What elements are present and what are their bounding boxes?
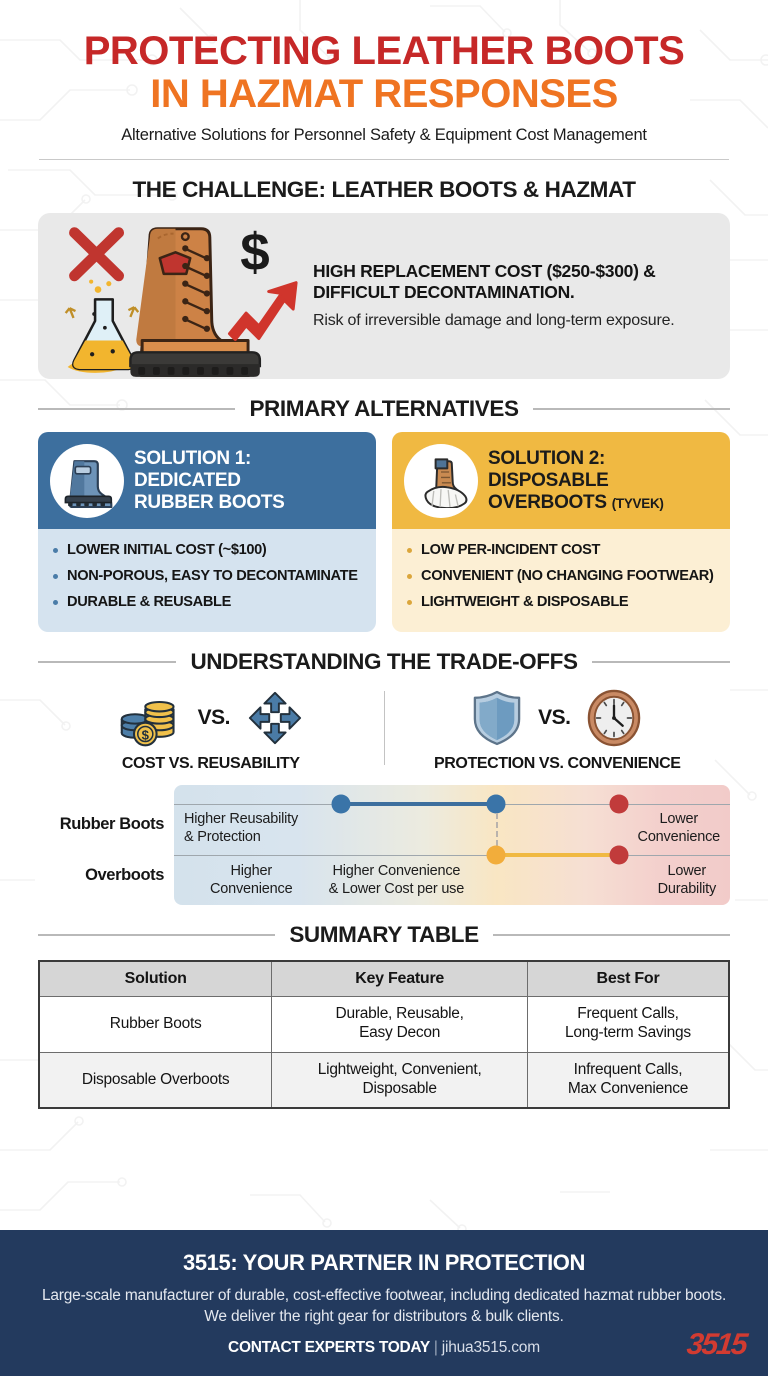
spectrum-note-rubber-right	[638, 811, 720, 845]
note-line1: Higher Reusability	[184, 811, 299, 828]
tradeoff-protection-convenience	[385, 687, 731, 773]
alternatives-section-heading	[0, 396, 768, 422]
spectrum-dot-rubber-end	[609, 795, 628, 814]
table-row	[39, 1052, 729, 1108]
spectrum-note-overboots-mid	[329, 863, 464, 897]
cell-line1: Infrequent Calls,	[573, 1061, 683, 1079]
cell-line1: Lightweight, Convenient,	[317, 1061, 482, 1079]
heading-rule-right	[592, 661, 730, 663]
card-header	[38, 432, 376, 529]
card-body	[38, 529, 376, 632]
note-line1: Higher	[230, 863, 272, 880]
page-subtitle: Alternative Solutions for Personnel Safety & Equipment Cost Management	[121, 126, 647, 145]
summary-section-heading	[0, 922, 768, 948]
spectrum-note-overboots-left	[210, 863, 292, 897]
clock-icon	[586, 689, 642, 747]
table-row	[39, 996, 729, 1052]
card-title-line2: DEDICATED	[134, 469, 241, 491]
card-title	[134, 448, 285, 514]
tradeoffs-heading-text: UNDERSTANDING THE TRADE-OFFS	[190, 649, 578, 675]
spectrum-axis-line-2	[174, 855, 730, 856]
svg-text:$: $	[141, 728, 149, 744]
spectrum-note-rubber-left	[184, 811, 298, 845]
list-item: DURABLE & REUSABLE	[52, 593, 364, 612]
cell-solution: Rubber Boots	[39, 996, 272, 1052]
cell-key-feature	[272, 996, 528, 1052]
spectrum-chart	[0, 785, 768, 905]
recycle-arrows-icon	[246, 689, 304, 747]
card-header	[392, 432, 730, 529]
card-body	[392, 529, 730, 632]
cell-solution: Disposable Overboots	[39, 1052, 272, 1108]
card-title-line2: DISPOSABLE	[488, 469, 609, 491]
note-line2: Convenience	[210, 880, 293, 897]
card-title-line3	[488, 492, 664, 514]
cell-line2: Max Convenience	[567, 1080, 689, 1098]
summary-heading-text: SUMMARY TABLE	[289, 922, 479, 948]
note-line2: Durability	[657, 880, 716, 897]
challenge-heading-text: THE CHALLENGE: LEATHER BOOTS & HAZMAT	[132, 177, 636, 203]
cell-line2: Long-term Savings	[565, 1024, 691, 1042]
note-line2: Convenience	[637, 828, 720, 845]
card-title-line3-text: OVERBOOTS	[488, 491, 607, 513]
list-item: LOWER INITIAL COST (~$100)	[52, 541, 364, 560]
rising-arrow-icon	[229, 283, 296, 340]
heading-rule-left	[38, 661, 176, 663]
cell-line2: Disposable	[362, 1080, 437, 1098]
note-line2: & Protection	[184, 828, 261, 845]
vs-label: VS.	[197, 706, 230, 730]
tradeoffs-section-heading	[0, 649, 768, 675]
solution-card-disposable-overboots[interactable]	[392, 432, 730, 632]
list-item: LIGHTWEIGHT & DISPOSABLE	[406, 593, 718, 612]
cell-line1: Frequent Calls,	[577, 1005, 679, 1023]
page-title-line2: IN HAZMAT RESPONSES	[150, 72, 618, 117]
footer-body: Large-scale manufacturer of durable, cost-effective footwear, including dedicated hazmat rubber boots. We deliver the right gear for distributors & bulk clients.	[41, 1287, 727, 1325]
card-icon-badge	[50, 444, 124, 518]
tradeoff-icons	[472, 687, 642, 749]
disposable-overboot-icon	[414, 454, 468, 508]
footer-separator: |	[433, 1339, 438, 1357]
card-title	[488, 448, 664, 514]
column-header-key-feature: Key Feature	[272, 961, 528, 996]
card-bullet-list	[406, 541, 718, 611]
page-header	[0, 0, 768, 160]
summary-table	[38, 960, 730, 1109]
solution-cards	[0, 432, 768, 632]
card-bullet-list	[52, 541, 364, 611]
challenge-text	[309, 261, 712, 333]
footer-url[interactable]: jihua3515.com	[441, 1339, 540, 1357]
cell-line1: Durable, Reusable,	[335, 1005, 464, 1023]
tradeoff-icons	[118, 687, 304, 749]
card-title-line1: SOLUTION 1:	[134, 447, 252, 469]
rubber-boot-icon	[60, 454, 114, 508]
note-line1: Higher Convenience	[332, 863, 461, 880]
challenge-panel	[38, 213, 730, 379]
spectrum-label-overboots: Overboots	[85, 866, 164, 885]
list-item: LOW PER-INCIDENT COST	[406, 541, 718, 560]
spectrum-dot-rubber-start	[331, 795, 350, 814]
card-title-suffix: (TYVEK)	[611, 495, 664, 511]
vs-label: VS.	[538, 706, 571, 730]
footer-cta	[40, 1339, 728, 1357]
tradeoffs-columns	[0, 687, 768, 773]
heading-rule-right	[533, 408, 730, 410]
spectrum-dot-overboots-start	[487, 846, 506, 865]
tradeoff-caption: PROTECTION VS. CONVENIENCE	[433, 755, 681, 773]
cell-best-for	[527, 996, 729, 1052]
challenge-body: Risk of irreversible damage and long-term exposure.	[313, 312, 675, 330]
note-line1: Lower	[659, 811, 699, 828]
note-line2: & Lower Cost per use	[328, 880, 465, 897]
spectrum-gradient-track	[174, 785, 730, 905]
note-line1: Lower	[667, 863, 707, 880]
challenge-section-heading	[0, 177, 768, 203]
cell-best-for	[527, 1052, 729, 1108]
spectrum-track-rubber-boots	[341, 802, 497, 806]
footer-title: 3515: YOUR PARTNER IN PROTECTION	[182, 1250, 585, 1275]
spectrum-dot-overboots-end	[609, 846, 628, 865]
shield-icon	[472, 689, 522, 747]
tradeoff-caption: COST VS. REUSABILITY	[121, 755, 300, 773]
table-header-row	[39, 961, 729, 996]
solution-card-rubber-boots[interactable]	[38, 432, 376, 632]
dollar-sign-icon: $	[240, 223, 270, 283]
alternatives-heading-text: PRIMARY ALTERNATIVES	[249, 396, 519, 422]
tradeoff-cost-reusability	[38, 687, 384, 773]
chemical-flask-icon	[66, 280, 139, 373]
spectrum-track-overboots	[496, 853, 618, 857]
heading-rule-right	[493, 934, 730, 936]
page-title-line1: PROTECTING LEATHER BOOTS	[83, 29, 685, 73]
brand-logo-3515: 3515	[685, 1328, 748, 1361]
spectrum-note-overboots-right	[658, 863, 716, 897]
footer-cta-label[interactable]: CONTACT EXPERTS TODAY	[228, 1339, 430, 1357]
spectrum-dot-rubber-mid	[487, 795, 506, 814]
challenge-illustration	[48, 215, 303, 377]
column-header-solution: Solution	[39, 961, 272, 996]
coins-stack-icon	[118, 689, 182, 747]
red-x-icon	[74, 233, 118, 276]
heading-rule-left	[38, 408, 235, 410]
heading-rule-left	[38, 934, 275, 936]
summary-table-wrapper	[0, 960, 768, 1109]
list-item: CONVENIENT (NO CHANGING FOOTWEAR)	[406, 567, 718, 586]
header-divider	[39, 159, 729, 160]
spectrum-row-labels	[38, 785, 174, 905]
page-footer	[0, 1230, 768, 1376]
list-item: NON-POROUS, EASY TO DECONTAMINATE	[52, 567, 364, 586]
card-icon-badge	[404, 444, 478, 518]
cell-key-feature	[272, 1052, 528, 1108]
challenge-headline: HIGH REPLACEMENT COST ($250-$300) & DIFFICULT DECONTAMINATION.	[313, 260, 656, 303]
spectrum-label-rubber-boots: Rubber Boots	[59, 815, 164, 834]
card-title-line1: SOLUTION 2:	[488, 447, 606, 469]
column-header-best-for: Best For	[527, 961, 729, 996]
cell-line2: Easy Decon	[359, 1024, 441, 1042]
card-title-line3: RUBBER BOOTS	[134, 491, 285, 513]
